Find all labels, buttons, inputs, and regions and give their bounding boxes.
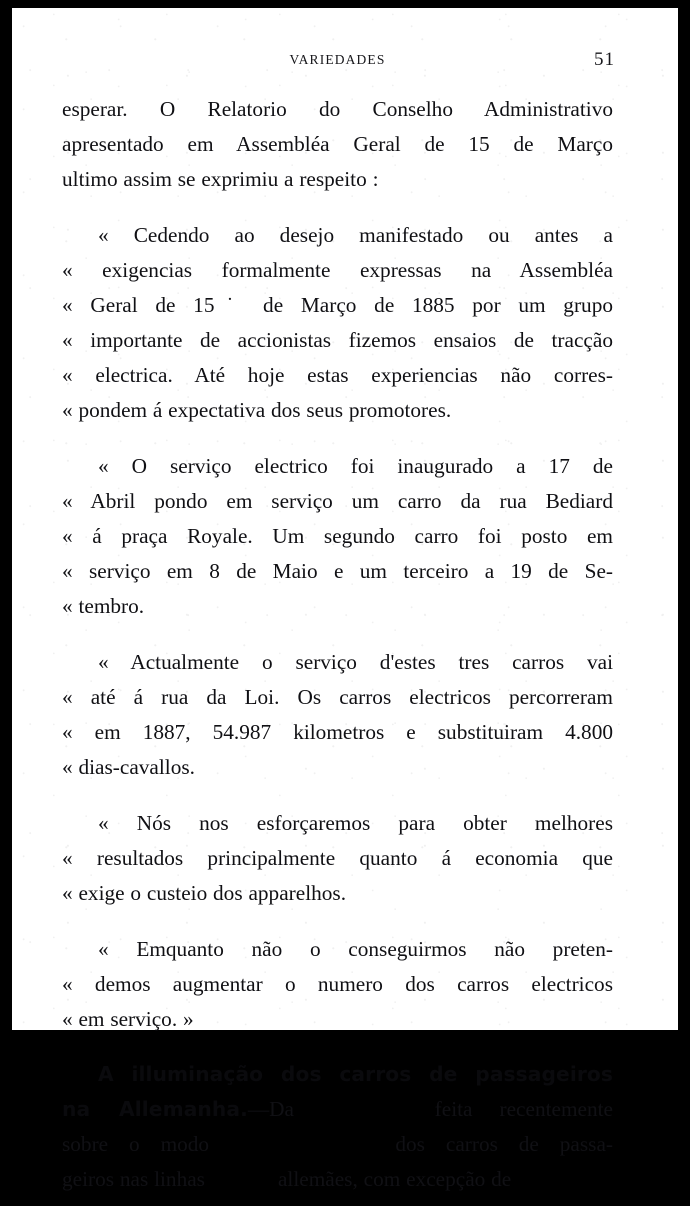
text-block: [62, 49, 615, 1206]
text-line: « demos augmentar o numero dos carros electricos: [62, 972, 613, 996]
lead-text: feita recentemente: [407, 1097, 613, 1121]
article-heading-line-2: [62, 1092, 613, 1127]
lead-text: Da: [269, 1097, 322, 1121]
paragraph-spacer: [62, 437, 613, 449]
paragraph-spacer: [62, 633, 613, 645]
body-copy: [62, 92, 613, 1197]
text-line: ultimo assim se exprimiu a respeito :: [62, 167, 379, 191]
text-line: [62, 218, 613, 253]
paragraph-spacer: [62, 794, 613, 806]
article-heading-line-1: [62, 1057, 613, 1092]
lead-text-inked: de illuminação: [229, 1132, 375, 1156]
text-line: esperar. O Relatorio do Conselho Administrativo: [62, 97, 613, 121]
lead-text: geiros nas linhas: [62, 1167, 211, 1191]
paragraph-esperar: [62, 92, 613, 197]
text-line: « Geral de 15˙ de Março de 1885 por um grupo: [62, 293, 613, 317]
text-line-content: « Nós nos esforçaremos para obter melhores: [98, 811, 613, 835]
running-head-title: VARIEDADES: [289, 52, 386, 67]
text-line-content: « O serviço electrico foi inaugurado a 17 de: [98, 454, 613, 478]
paragraph-spacer: [62, 920, 613, 932]
article-body-line-3: [62, 1127, 613, 1162]
text-line: [62, 932, 613, 967]
text-line: « resultados principalmente quanto á economia que: [62, 846, 613, 870]
text-line: « até á rua da Loi. Os carros electricos percorreram: [62, 685, 613, 709]
paragraph-spacer: [62, 206, 613, 218]
text-line: « importante de accionistas fizemos ensaios de tracção: [62, 328, 613, 352]
text-line: [62, 645, 613, 680]
article-body-line-4: [62, 1162, 613, 1197]
text-line: apresentado em Assembléa Geral de 15 de Março: [62, 132, 613, 156]
article-heading-title: A illuminação dos carros de passageiros: [98, 1062, 613, 1086]
text-line: [62, 806, 613, 841]
em-dash: —: [247, 1097, 270, 1121]
text-line: « exigencias formalmente expressas na Assembléa: [62, 258, 613, 282]
text-line: « pondem á expectativa dos seus promotores.: [62, 398, 452, 422]
quote-actualmente: [62, 645, 613, 785]
lead-text-inked: estatistica: [321, 1097, 408, 1121]
text-line-content: « Actualmente o serviço d'estes tres carros vai: [98, 650, 613, 674]
article-heading-title-cont: na Allemanha.: [62, 1097, 248, 1121]
text-line-content: « Emquanto não o conseguirmos não preten-: [98, 937, 613, 961]
lead-text: allemães, com excepção de: [272, 1167, 512, 1191]
running-head: [62, 49, 615, 78]
article-illuminacao-allemanha: [62, 1057, 613, 1197]
text-line-content: « Cedendo ao desejo manifestado ou antes a: [98, 223, 613, 247]
text-line: « em 1887, 54.987 kilometros e substituiram 4.800: [62, 720, 613, 744]
text-line: « tembro.: [62, 594, 145, 618]
lead-text: dos carros de passa-: [374, 1132, 614, 1156]
text-line: [62, 449, 613, 484]
text-line: « em serviço. »: [62, 1007, 194, 1031]
quote-cedendo: [62, 218, 613, 428]
text-line: « á praça Royale. Um segundo carro foi posto em: [62, 524, 613, 548]
text-line: « Abril pondo em serviço um carro da rua Bediard: [62, 489, 613, 513]
quote-servico-electrico: [62, 449, 613, 624]
paper-surface: [12, 8, 678, 1191]
quote-nos-nos-esforcaremos: [62, 806, 613, 911]
text-line: « electrica. Até hoje estas experiencias não corres-: [62, 363, 613, 387]
lead-text: sobre o modo: [62, 1132, 230, 1156]
text-line: « serviço em 8 de Maio e um terceiro a 19 de Se-: [62, 559, 613, 583]
quote-emquanto: [62, 932, 613, 1037]
page-number: 51: [594, 49, 615, 70]
text-line: « dias-cavallos.: [62, 755, 195, 779]
text-line: « exige o custeio dos apparelhos.: [62, 881, 347, 905]
lead-text-inked: ferreas: [210, 1167, 273, 1191]
